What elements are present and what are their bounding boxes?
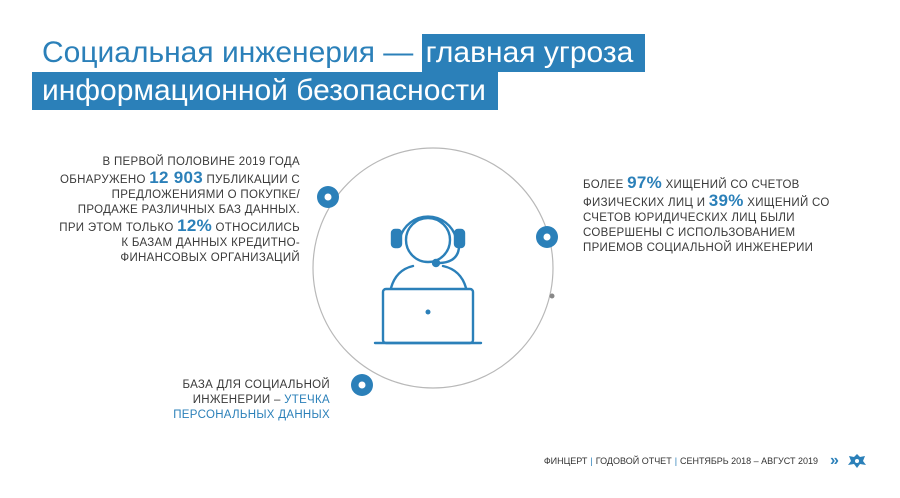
right-stat-part-2: ХИЩЕНИЙ СО СЧЕТОВ ФИЗИЧЕСКИХ ЛИЦ И bbox=[583, 179, 800, 209]
left-stat-number-1: 12 903 bbox=[149, 168, 204, 187]
left-stat-part-2: ПУБЛИКАЦИИ С ПРЕДЛОЖЕНИЯМИ О ПОКУПКЕ/ПРОДАЖЕ РАЗЛИЧНЫХ БАЗ ДАННЫХ. ПРИ ЭТОМ ТОЛЬКО bbox=[59, 174, 300, 234]
bottom-statistic-text bbox=[140, 378, 330, 423]
bottom-stat-part-1: БАЗА ДЛЯ СОЦИАЛЬНОЙ ИНЖЕНЕРИИ – bbox=[182, 379, 330, 406]
marker-right bbox=[536, 226, 558, 248]
right-statistic-text bbox=[583, 175, 853, 256]
footer-brand: ФИНЦЕРТ bbox=[543, 456, 588, 466]
marker-small-dot bbox=[550, 294, 555, 299]
footer: ФИНЦЕРТ | ГОДОВОЙ ОТЧЕТ | СЕНТЯБРЬ 2018 – АВГУСТ 2019 bbox=[543, 456, 818, 466]
left-statistic-text bbox=[58, 155, 300, 266]
footer-period: СЕНТЯБРЬ 2018 – АВГУСТ 2019 bbox=[680, 456, 818, 466]
orbit-circle bbox=[313, 148, 553, 388]
operator-with-laptop-icon bbox=[375, 217, 481, 343]
marker-bottom bbox=[351, 374, 373, 396]
title-highlight-text: главная угроза bbox=[422, 34, 646, 72]
bank-emblem-icon bbox=[846, 453, 868, 469]
right-stat-number-1: 97% bbox=[627, 173, 663, 192]
left-stat-number-2: 12% bbox=[177, 216, 213, 235]
bottom-stat-highlight: УТЕЧКА ПЕРСОНАЛЬНЫХ ДАННЫХ bbox=[173, 394, 330, 421]
left-stat-part-1: В ПЕРВОЙ ПОЛОВИНЕ 2019 ГОДА ОБНАРУЖЕНО bbox=[60, 156, 300, 186]
right-stat-part-3: ХИЩЕНИЙ СО СЧЕТОВ ЮРИДИЧЕСКИХ ЛИЦ БЫЛИ СОВЕРШЕНЫ С ИСПОЛЬЗОВАНИЕМ ПРИЕМОВ СОЦИАЛЬНОЙ ИНЖЕНЕРИИ bbox=[583, 197, 830, 254]
double-chevron-right-icon[interactable]: » bbox=[830, 452, 839, 469]
right-stat-part-1: БОЛЕЕ bbox=[583, 179, 624, 191]
left-stat-part-3: ОТНОСИЛИСЬ К БАЗАМ ДАННЫХ КРЕДИТНО-ФИНАНСОВЫХ ОРГАНИЗАЦИЙ bbox=[120, 222, 300, 264]
right-stat-number-2: 39% bbox=[708, 191, 744, 210]
title-plain-text: Социальная инженерия — bbox=[42, 36, 414, 69]
footer-report: ГОДОВОЙ ОТЧЕТ bbox=[595, 456, 672, 466]
marker-left bbox=[317, 186, 339, 208]
title-line-2: информационной безопасности bbox=[32, 72, 498, 110]
